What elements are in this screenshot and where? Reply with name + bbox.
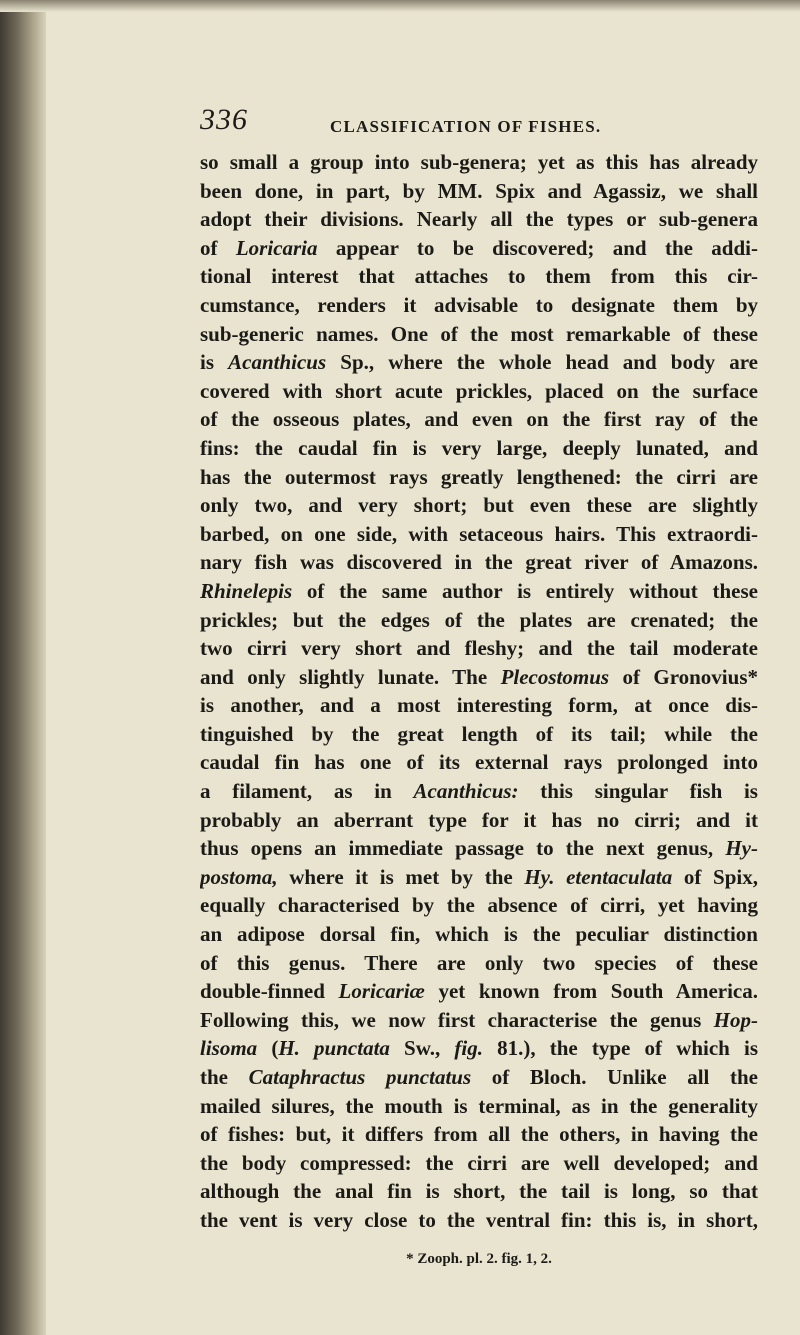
text-line: [200, 377, 758, 406]
italic-term: Cataphractus punctatus: [248, 1065, 472, 1089]
text-line: [200, 205, 758, 234]
text-line: [200, 463, 758, 492]
text-run: is: [200, 350, 229, 375]
text-run: nary fish was discovered in the great river of Amazons.: [200, 550, 758, 575]
text-run: tional interest that attaches to them from this cir-: [200, 264, 758, 289]
italic-term: fig.: [454, 1036, 483, 1061]
italic-term: Acanthicus: [228, 350, 327, 375]
text-line: [200, 177, 758, 206]
italic-term: Plecostomus: [500, 664, 610, 689]
text-line: [200, 806, 758, 835]
text-line: [200, 606, 758, 635]
italic-term: postoma,: [200, 864, 278, 889]
text-line: [200, 891, 758, 920]
text-line: [200, 748, 758, 777]
text-run: only two, and very short; but even these are slightly: [200, 493, 758, 518]
text-run: a filament, as in: [200, 779, 414, 804]
text-line: [200, 320, 758, 349]
text-line: [200, 1034, 758, 1063]
text-line: [200, 920, 758, 949]
text-line: [200, 663, 758, 692]
text-run: of the same author is entirely without these: [292, 578, 758, 603]
text-line: [200, 577, 758, 606]
text-line: [200, 634, 758, 663]
text-run: prickles; but the edges of the plates are crenated; the: [200, 607, 758, 632]
italic-term: Hy-: [725, 836, 758, 861]
text-run: has the outermost rays greatly lengthened: the cirri are: [200, 464, 758, 489]
italic-term: Loricariæ: [338, 979, 425, 1004]
text-run: equally characterised by the absence of cirri, yet having: [200, 893, 758, 918]
text-run: of: [200, 235, 236, 260]
text-run: of fishes: but, it differs from all the others, in having the: [200, 1122, 758, 1147]
text-run: so small a group into sub-genera; yet as this has already: [200, 150, 758, 174]
text-run: of Spix,: [672, 864, 758, 889]
text-run: (: [257, 1036, 279, 1061]
text-run: this singular fish is: [518, 779, 758, 804]
text-run: 81.), the type of which is: [482, 1036, 758, 1061]
text-run: adopt their divisions. Nearly all the types or sub-genera: [200, 207, 758, 232]
text-run: caudal fin has one of its external rays prolonged into: [200, 750, 758, 775]
italic-term: Hy. etentaculata: [524, 864, 673, 889]
text-line: [200, 777, 758, 806]
text-run: the vent is very close to the ventral fin: this is, in short,: [200, 1207, 758, 1232]
italic-term: Rhinelepis: [200, 578, 293, 603]
text-line: [200, 548, 758, 577]
text-run: the: [200, 1065, 249, 1089]
text-run: of the osseous plates, and even on the first ray of the: [200, 407, 758, 432]
text-run: of this genus. There are only two species of these: [200, 950, 758, 975]
text-run: is another, and a most interesting form, at once dis-: [200, 693, 758, 718]
page-header: [200, 103, 760, 143]
footnote: * Zooph. pl. 2. fig. 1, 2.: [406, 1251, 552, 1267]
text-line: [200, 1206, 758, 1235]
italic-term: Acanthicus:: [413, 779, 519, 804]
text-line: [200, 405, 758, 434]
text-run: of Gronovius*: [609, 664, 758, 689]
text-run: the body compressed: the cirri are well developed; and: [200, 1150, 758, 1175]
text-run: and only slightly lunate. The: [200, 664, 501, 689]
text-run: Sp., where the whole head and body are: [326, 350, 758, 375]
text-run: of Bloch. Unlike all the: [471, 1065, 758, 1089]
text-run: appear to be discovered; and the addi-: [317, 235, 758, 260]
text-run: two cirri very short and fleshy; and the tail moderate: [200, 636, 758, 661]
text-line: [200, 977, 758, 1006]
text-run: covered with short acute prickles, placed on the surface: [200, 378, 758, 403]
text-line: [200, 1063, 758, 1092]
running-head: CLASSIFICATION OF FISHES.: [330, 117, 602, 136]
italic-term: Loricaria: [235, 235, 318, 260]
text-run: where it is met by the: [277, 864, 525, 889]
book-spine-shadow: [0, 0, 46, 1335]
text-run: although the anal fin is short, the tail is long, so that: [200, 1179, 758, 1204]
text-line: [200, 1120, 758, 1149]
italic-term: Hop-: [713, 1007, 758, 1032]
text-line: [200, 1006, 758, 1035]
text-run: double-finned: [200, 979, 339, 1004]
text-line: [200, 262, 758, 291]
text-line: [200, 234, 758, 263]
text-run: thus opens an immediate passage to the next genus,: [200, 836, 726, 861]
text-line: [200, 520, 758, 549]
text-line: [200, 863, 758, 892]
text-line: [200, 1149, 758, 1178]
text-run: Following this, we now first characterise the genus: [200, 1007, 714, 1032]
text-run: sub-generic names. One of the most remarkable of these: [200, 321, 758, 346]
text-line: [200, 834, 758, 863]
page-top-edge: [0, 0, 800, 12]
text-line: [200, 691, 758, 720]
italic-term: lisoma: [200, 1036, 258, 1061]
text-run: yet known from South America.: [424, 979, 758, 1004]
text-line: [200, 949, 758, 978]
text-line: [200, 291, 758, 320]
text-line: [200, 348, 758, 377]
italic-term: H. punctata: [278, 1036, 390, 1061]
text-run: cumstance, renders it advisable to designate them by: [200, 292, 758, 317]
text-line: [200, 491, 758, 520]
text-run: mailed silures, the mouth is terminal, as in the generality: [200, 1093, 758, 1118]
text-line: [200, 1177, 758, 1206]
text-run: fins: the caudal fin is very large, deeply lunated, and: [200, 435, 758, 460]
text-line: [200, 1092, 758, 1121]
text-line: [200, 720, 758, 749]
text-run: Sw.,: [389, 1036, 455, 1061]
text-line: [200, 434, 758, 463]
text-run: barbed, on one side, with setaceous hairs. This extraordi-: [200, 521, 758, 546]
text-run: been done, in part, by MM. Spix and Agassiz, we shall: [200, 178, 758, 203]
page-number: 336: [200, 103, 248, 136]
text-run: tinguished by the great length of its tail; while the: [200, 721, 758, 746]
text-run: an adipose dorsal fin, which is the peculiar distinction: [200, 922, 758, 947]
text-run: probably an aberrant type for it has no cirri; and it: [200, 807, 758, 832]
body-text: [200, 148, 758, 1235]
text-line: [200, 148, 758, 177]
